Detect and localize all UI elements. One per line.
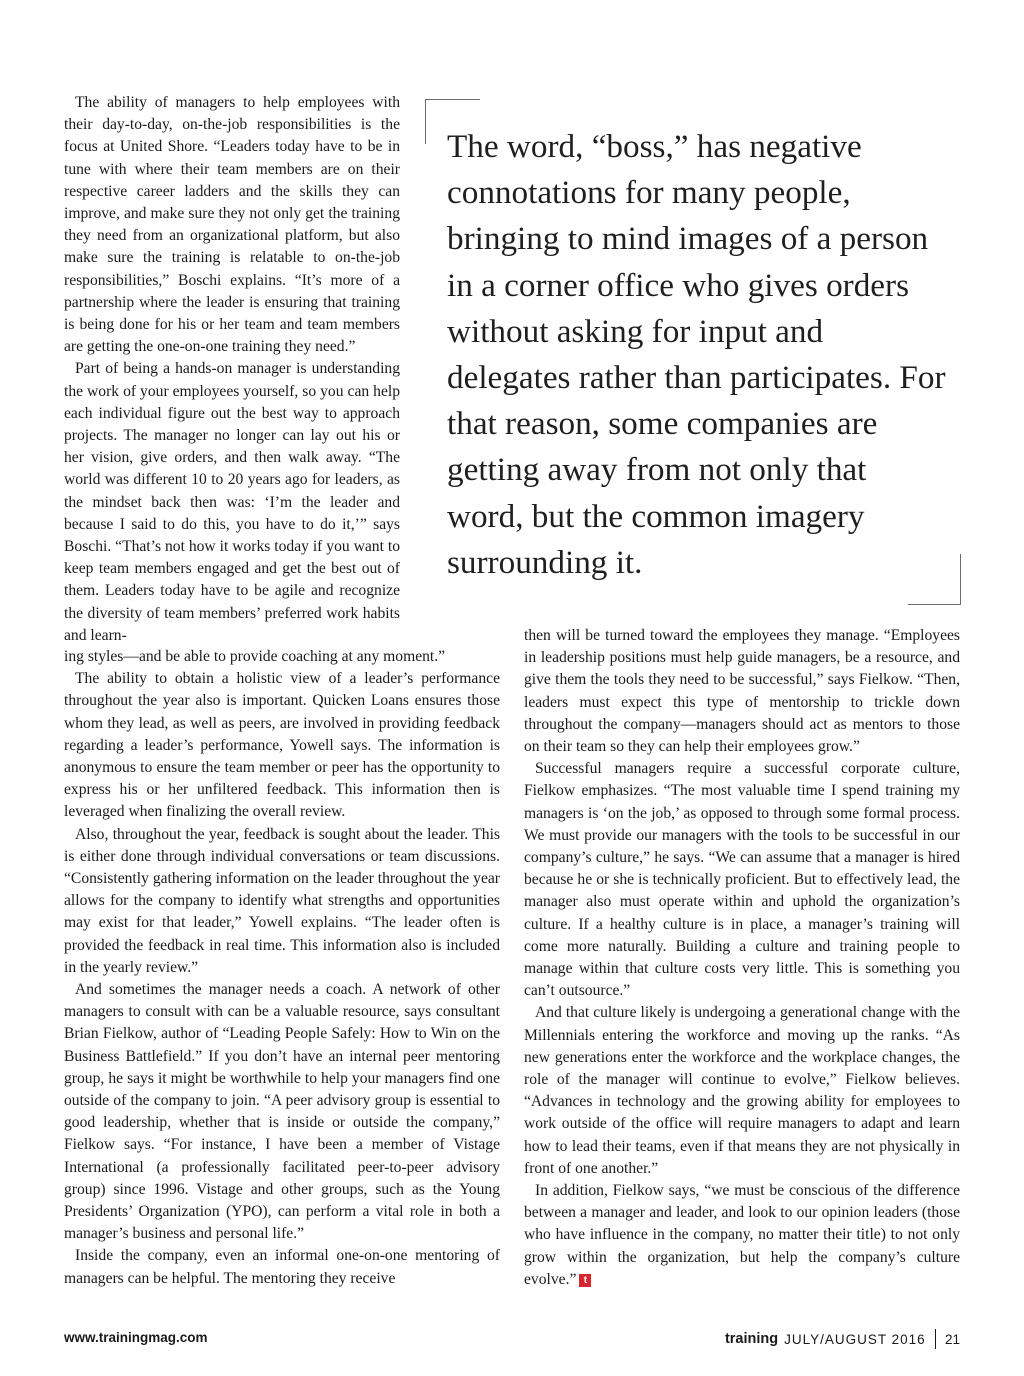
- paragraph: The ability to obtain a holistic view of a leader’s performance throughout the year also is important. Quicken Loans ensures those whom they lead, as well as peers, are involved in providing feedback regarding a leader’s performance, Yowell says. The information is anonymous to ensure the team member or peer has the opportunity to express his or her unfiltered feedback. This information then is leveraged when finalizing the overall review.: [64, 670, 500, 821]
- paragraph-last-text: In addition, Fielkow says, “we must be conscious of the difference between a manager and leader, and look to our opinion leaders (those who have influence in the company, no matter their title) to not only grow within the organization, but help the company’s culture evolve.”: [524, 1182, 960, 1288]
- left-column-bottom: [64, 646, 500, 1290]
- page-number: 21: [944, 1331, 960, 1347]
- paragraph: And sometimes the manager needs a coach. A network of other managers to consult with can be a valuable resource, says consultant Brian Fielkow, author of “Leading People Safely: How to Win on the Business Battlefield.” If you don’t have an internal peer mentoring group, he says it might be worthwhile to help your managers find one outside of the company to join. “A peer advisory group is essential to good leadership, whether that is inside or outside the company,” Fielkow says. “For instance, I have been a member of Vistage International (a professionally facilitated peer-to-peer advisory group) since 1996. Vistage and other groups, such as the Young Presidents’ Organization (YPO), can perform a vital role in both a manager’s business and personal life.”: [64, 981, 500, 1243]
- right-column: [524, 625, 960, 1291]
- end-mark-icon: t: [579, 1274, 591, 1287]
- pull-quote: [447, 124, 947, 586]
- left-column-top: [64, 92, 400, 647]
- paragraph: The ability of managers to help employees with their day-to-day, on-the-job responsibilities is the focus at United Shore. “Leaders today have to be in tune with where their team members are on their respective career ladders and the skills they can improve, and make sure they not only get the training they need from an organizational platform, but also make sure the training is relatable to on-the-job responsibilities,” Boschi explains. “It’s more of a partnership where the leader is ensuring that training is being done for his or her team and team members are getting the one-on-one training they need.”: [64, 94, 400, 356]
- paragraph: Inside the company, even an informal one-on-one mentoring of managers can be helpful. The mentoring they receive: [64, 1247, 500, 1287]
- footer-issue-date: JULY/AUGUST 2016: [784, 1331, 926, 1347]
- paragraph-last: [524, 1180, 960, 1291]
- footer-folio: [725, 1327, 960, 1351]
- footer-url: www.trainingmag.com: [64, 1330, 208, 1345]
- paragraph: ing styles—and be able to provide coaching at any moment.”: [64, 648, 446, 665]
- paragraph: Also, throughout the year, feedback is sought about the leader. This is either done through individual conversations or team discussions. “Consistently gathering information on the leader throughout the year allows for the company to identify what strengths and opportunities may exist for that leader,” Yowell explains. “The leader often is provided the feedback in real time. This information also is included in the yearly review.”: [64, 825, 500, 976]
- footer-divider: [935, 1329, 936, 1349]
- paragraph: Successful managers require a successful corporate culture, Fielkow emphasizes. “The most valuable time I spend training my managers is ‘on the job,’ as opposed to through some formal process. We must provide our managers with the tools to be successful in our company’s culture,” he says. “We can assume that a manager is hired because he or she is technically proficient. But to effectively lead, the manager also must operate within and uphold the organization’s culture. If a healthy culture is in place, a manager’s training will come more naturally. Building a culture and training people to manage within that culture costs very little. This is something you can’t outsource.”: [524, 760, 960, 1000]
- pull-quote-text: The word, “boss,” has negative connotations for many people, bringing to mind images of a person in a corner office who gives orders without asking for input and delegates rather than participates. For that reason, some companies are getting away from not only that word, but the common imagery surrounding it.: [447, 128, 946, 581]
- paragraph: Part of being a hands-on manager is understanding the work of your employees yourself, so you can help each individual figure out the best way to approach projects. The manager no longer can lay out his or her vision, give orders, and then walk away. “The world was different 10 to 20 years ago for leaders, as the mindset back then was: ‘I’m the leader and because I said to do this, you have to do it,’” says Boschi. “That’s not how it works today if you want to keep team members engaged and get the best out of them. Leaders today have to be agile and recognize the diversity of team members’ preferred work habits and learn-: [64, 360, 400, 644]
- pull-quote-corner-bottom-right: [908, 554, 961, 605]
- footer-brand: training: [724, 1331, 779, 1347]
- paragraph: And that culture likely is undergoing a generational change with the Millennials entering the workforce and moving up the ranks. “As new generations enter the workforce and the workplace changes, the role of the manager will continue to evolve,” Fielkow believes. “Advances in technology and the growing ability for employees to work outside of the office will require managers to adapt and learn how to lead their teams, even if that means they are not physically in front of one another.”: [524, 1004, 960, 1177]
- paragraph: then will be turned toward the employees they manage. “Employees in leadership positions must help guide managers, be a resource, and give them the tools they need to be successful,” says Fielkow. “Then, leaders must expect this type of mentorship to trickle down throughout the company—managers should act as mentors to those on their team so they can help their employees grow.”: [524, 627, 960, 756]
